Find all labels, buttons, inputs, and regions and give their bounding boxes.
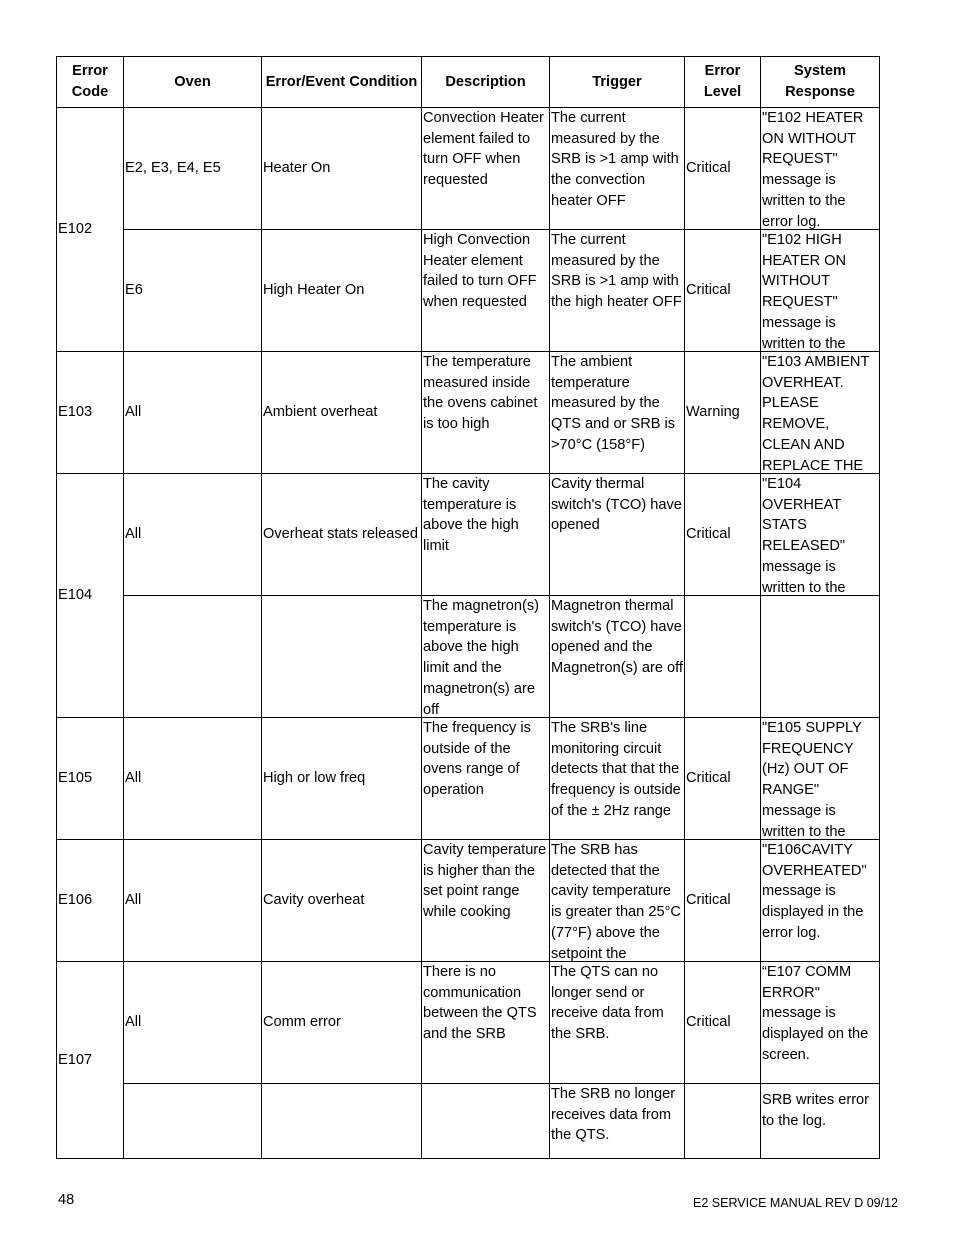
oven-cell: All xyxy=(124,840,262,962)
trigger-cell: The current measured by the SRB is >1 amp with the high heater OFF xyxy=(550,230,685,352)
condition-cell: Overheat stats released xyxy=(262,474,422,596)
error-code-cell: E102 xyxy=(57,108,124,352)
error-level-cell: Critical xyxy=(685,718,761,840)
table-row xyxy=(57,230,880,352)
system-response-cell: "E102 HIGH HEATER ON WITHOUT REQUEST" message is written to the xyxy=(761,230,880,352)
condition-cell: High or low freq xyxy=(262,718,422,840)
system-response-cell: "E104 OVERHEAT STATS RELEASED" message is written to the xyxy=(761,474,880,596)
error-code-cell: E106 xyxy=(57,840,124,962)
error-level-cell: Critical xyxy=(685,962,761,1084)
trigger-cell: The QTS can no longer send or receive data from the SRB. xyxy=(550,962,685,1084)
error-level-cell: Critical xyxy=(685,840,761,962)
trigger-cell: The SRB has detected that the cavity temperature is greater than 25°C (77°F) above the setpoint the xyxy=(550,840,685,962)
trigger-cell: The SRB's line monitoring circuit detects that that the frequency is outside of the ± 2Hz range xyxy=(550,718,685,840)
table-row xyxy=(57,474,880,596)
system-response-cell xyxy=(761,596,880,718)
description-cell xyxy=(422,1084,550,1159)
trigger-cell: Cavity thermal switch's (TCO) have opened xyxy=(550,474,685,596)
description-cell: High Convection Heater element failed to turn OFF when requested xyxy=(422,230,550,352)
table-row xyxy=(57,1084,880,1159)
description-cell: Cavity temperature is higher than the set point range while cooking xyxy=(422,840,550,962)
error-code-table xyxy=(56,56,880,1159)
table-row xyxy=(57,840,880,962)
system-response-cell: SRB writes error to the log. xyxy=(761,1084,880,1159)
condition-cell: Heater On xyxy=(262,108,422,230)
header-error-event-condition: Error/Event Condition xyxy=(262,57,422,108)
error-code-cell: E107 xyxy=(57,962,124,1159)
trigger-cell: The ambient temperature measured by the QTS and or SRB is >70°C (158°F) xyxy=(550,352,685,474)
description-cell: There is no communication between the QTS and the SRB xyxy=(422,962,550,1084)
oven-cell: All xyxy=(124,962,262,1084)
oven-cell: All xyxy=(124,352,262,474)
error-level-cell: Warning xyxy=(685,352,761,474)
error-level-cell: Critical xyxy=(685,108,761,230)
table-row xyxy=(57,962,880,1084)
condition-cell xyxy=(262,1084,422,1159)
condition-cell: Cavity overheat xyxy=(262,840,422,962)
error-level-cell xyxy=(685,1084,761,1159)
table-row xyxy=(57,718,880,840)
oven-cell: E2, E3, E4, E5 xyxy=(124,108,262,230)
system-response-cell: “E107 COMM ERROR" message is displayed on the screen. xyxy=(761,962,880,1084)
system-response-cell: "E102 HEATER ON WITHOUT REQUEST" message is written to the error log. xyxy=(761,108,880,230)
table-row xyxy=(57,352,880,474)
trigger-cell: Magnetron thermal switch's (TCO) have opened and the Magnetron(s) are off xyxy=(550,596,685,718)
description-cell: The temperature measured inside the ovens cabinet is too high xyxy=(422,352,550,474)
system-response-cell: "E105 SUPPLY FREQUENCY (Hz) OUT OF RANGE" message is written to the xyxy=(761,718,880,840)
error-level-cell: Critical xyxy=(685,230,761,352)
table-row xyxy=(57,108,880,230)
header-trigger: Trigger xyxy=(550,57,685,108)
condition-cell: Comm error xyxy=(262,962,422,1084)
oven-cell: All xyxy=(124,474,262,596)
manual-title: E2 SERVICE MANUAL REV D 09/12 xyxy=(693,1196,898,1210)
page-number: 48 xyxy=(58,1192,75,1208)
system-response-cell: "E106CAVITY OVERHEATED" message is displayed in the error log. xyxy=(761,840,880,962)
oven-cell: E6 xyxy=(124,230,262,352)
table-header-row xyxy=(57,57,880,108)
trigger-cell: The current measured by the SRB is >1 amp with the convection heater OFF xyxy=(550,108,685,230)
oven-cell: All xyxy=(124,718,262,840)
header-system-response: System Response xyxy=(761,57,880,108)
error-level-cell xyxy=(685,596,761,718)
table-row xyxy=(57,596,880,718)
description-cell: The magnetron(s) temperature is above the high limit and the magnetron(s) are off xyxy=(422,596,550,718)
oven-cell xyxy=(124,596,262,718)
trigger-cell: The SRB no longer receives data from the QTS. xyxy=(550,1084,685,1159)
error-code-cell: E103 xyxy=(57,352,124,474)
condition-cell: High Heater On xyxy=(262,230,422,352)
error-code-cell: E104 xyxy=(57,474,124,718)
header-description: Description xyxy=(422,57,550,108)
condition-cell: Ambient overheat xyxy=(262,352,422,474)
header-error-code: Error Code xyxy=(57,57,124,108)
description-cell: The cavity temperature is above the high limit xyxy=(422,474,550,596)
system-response-cell: "E103 AMBIENT OVERHEAT. PLEASE REMOVE, CLEAN AND REPLACE THE xyxy=(761,352,880,474)
description-cell: The frequency is outside of the ovens range of operation xyxy=(422,718,550,840)
condition-cell xyxy=(262,596,422,718)
description-cell: Convection Heater element failed to turn OFF when requested xyxy=(422,108,550,230)
oven-cell xyxy=(124,1084,262,1159)
header-oven: Oven xyxy=(124,57,262,108)
error-level-cell: Critical xyxy=(685,474,761,596)
error-code-cell: E105 xyxy=(57,718,124,840)
header-error-level: Error Level xyxy=(685,57,761,108)
